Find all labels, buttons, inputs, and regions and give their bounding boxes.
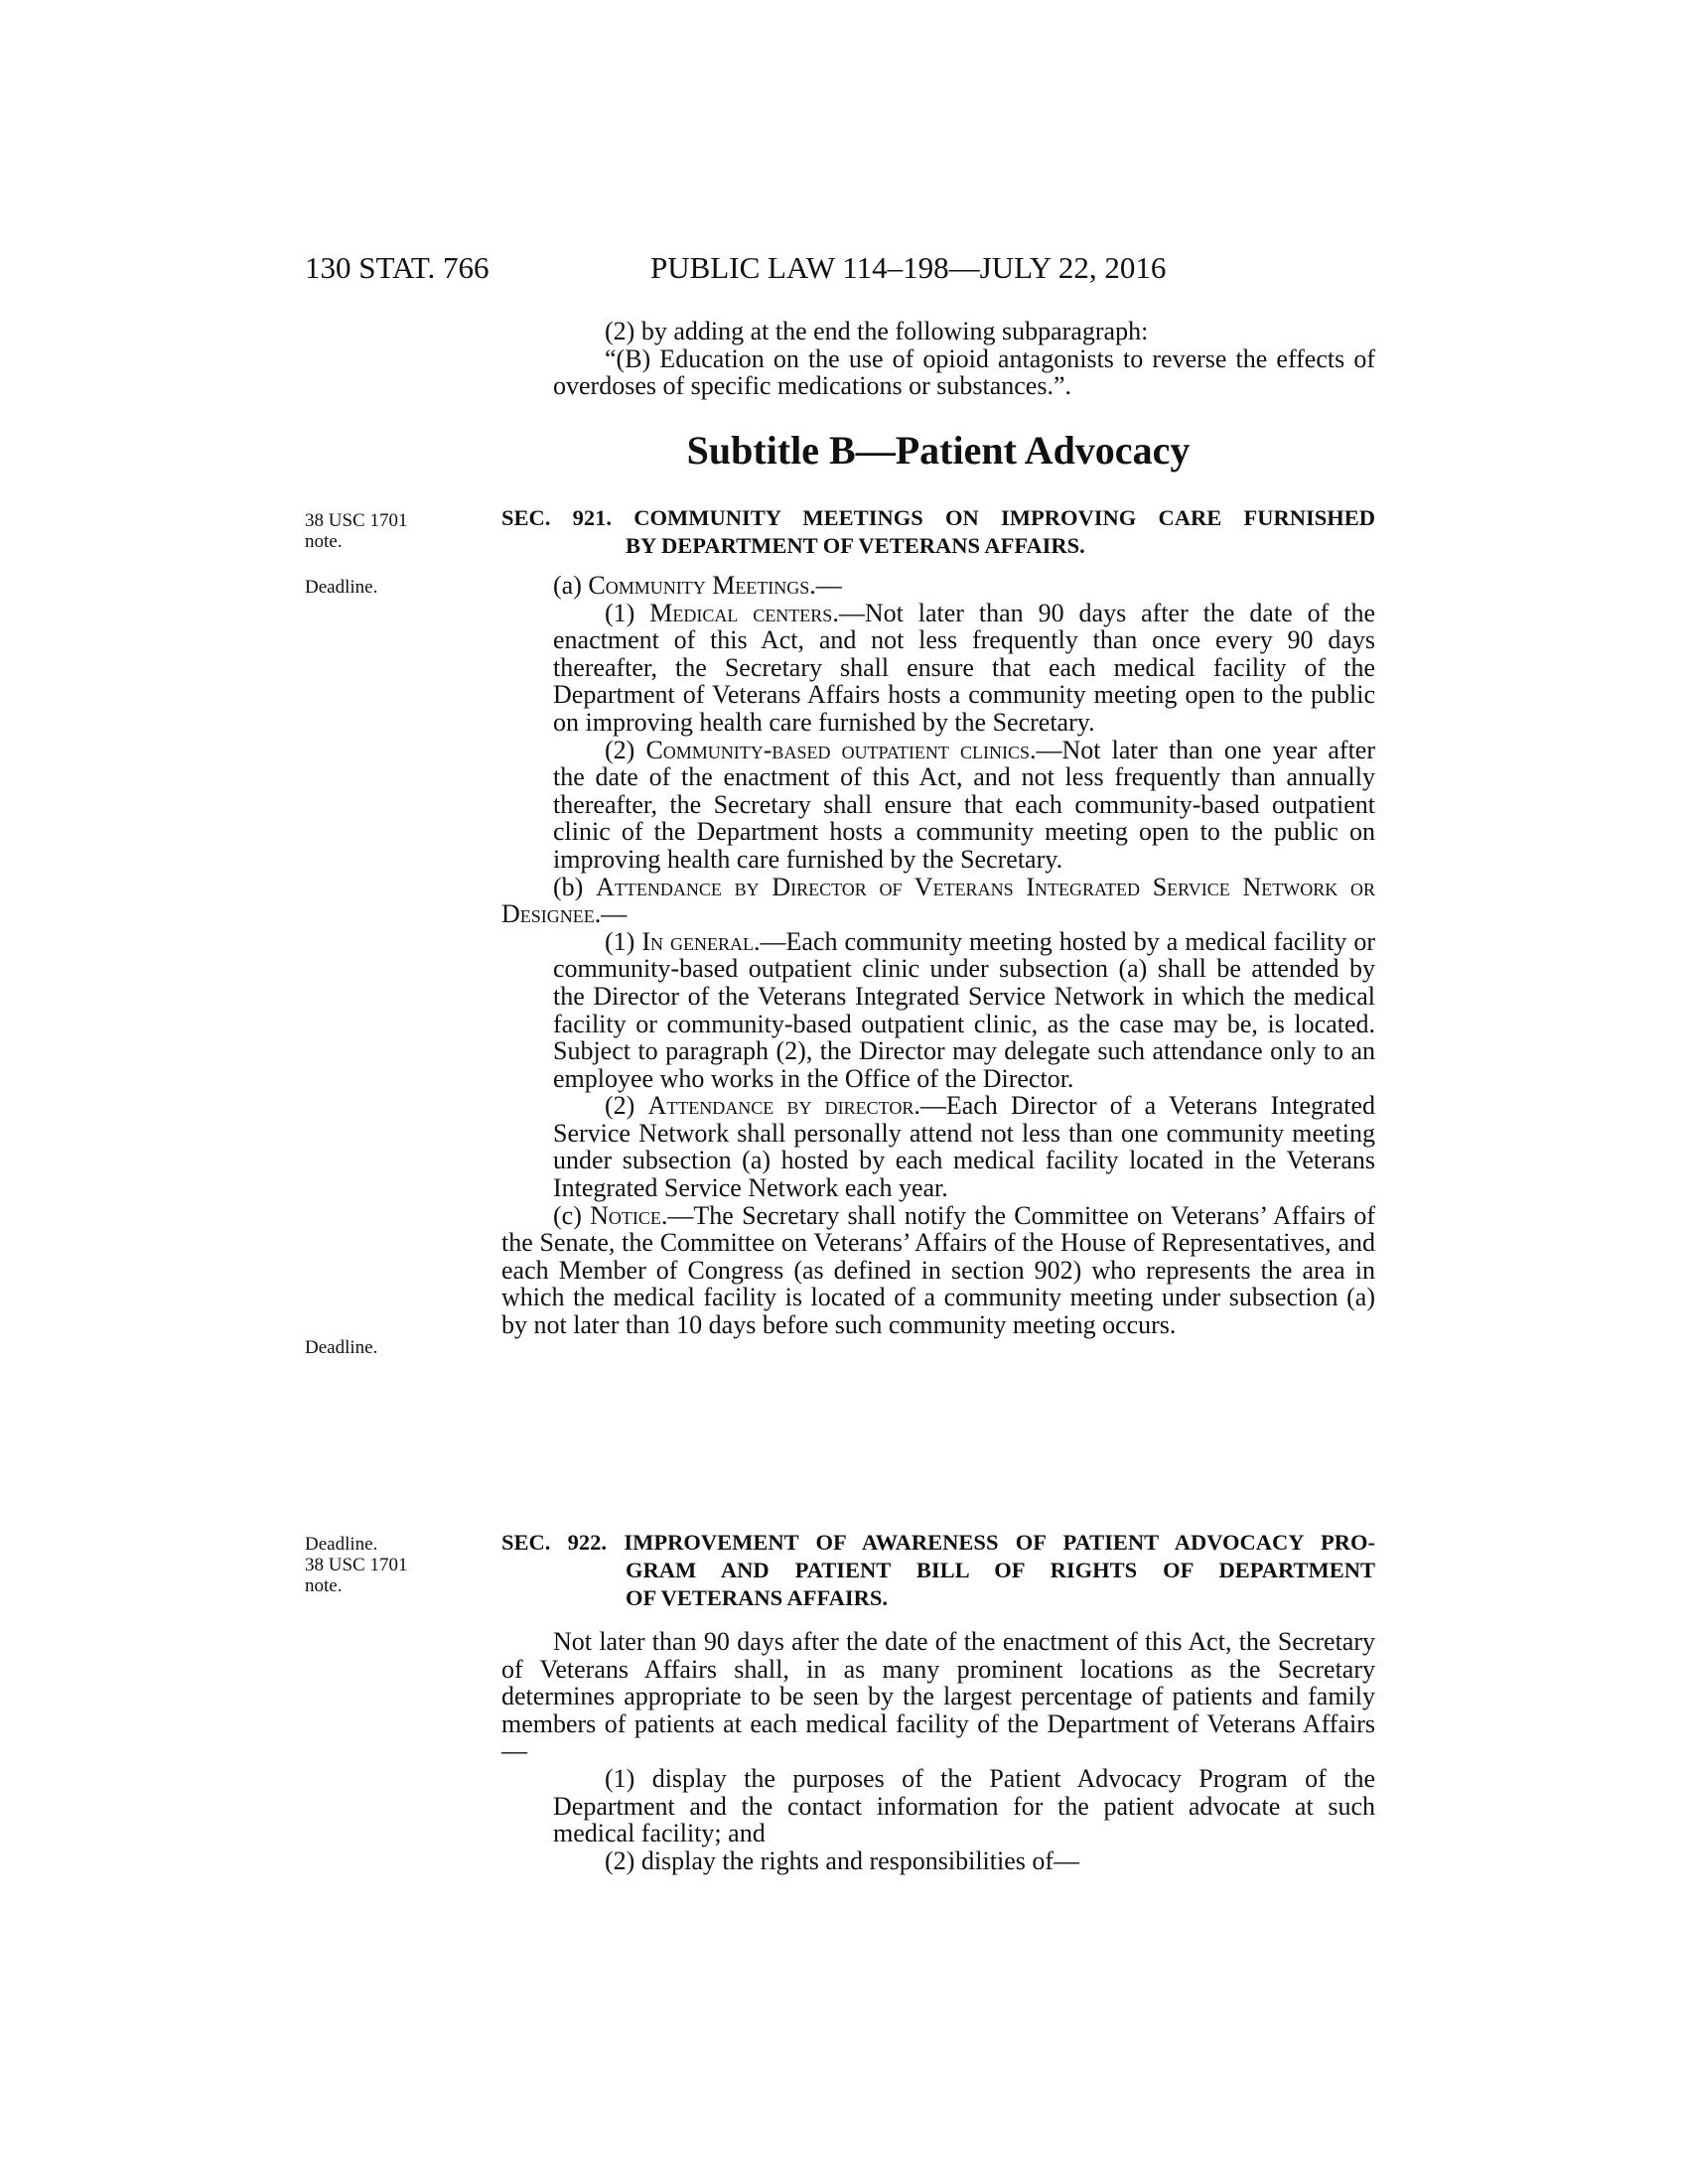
- margin-deadline-label: Deadline.: [305, 1534, 378, 1555]
- section-921-heading: [501, 504, 1375, 560]
- margin-note-deadline-2: Deadline.: [305, 1337, 378, 1358]
- paragraph-a1: (1) Medical centers.—Not later than 90 days after the date of the enactment of this Act, and not less frequently than once every 90 days thereafter, the Secretary shall ensure that each medical facility of the Department of Veterans Affairs hosts a community meeting open to the public on improving health care furnished by the Secretary.: [553, 598, 1375, 737]
- section-heading-line: GRAM AND PATIENT BILL OF RIGHTS OF DEPARTMENT: [626, 1558, 1375, 1582]
- margin-note-deadline-1: Deadline.: [305, 577, 378, 598]
- margin-note-label: note.: [305, 531, 343, 552]
- top-line-1: (2) by adding at the end the following subparagraph:: [605, 317, 1149, 345]
- section-heading-line: OF VETERANS AFFAIRS.: [626, 1585, 889, 1610]
- paragraph-a2: (2) Community-based outpatient clinics.—Not later than one year after the date of the enactment of this Act, and not less frequently than annually thereafter, the Secretary shall ensure that each community-based outpatient clinic of the Department hosts a community meeting open to the public on improving health care furnished by the Secretary.: [553, 735, 1375, 874]
- top-line-2: “(B) Education on the use of opioid antagonists to reverse the effects of overdoses of specific medications or substances.”.: [553, 343, 1375, 401]
- section-922-body: [501, 1628, 1375, 1874]
- section-heading-line: SEC. 921. COMMUNITY MEETINGS ON IMPROVING CARE FURNISHED: [501, 505, 1375, 530]
- paragraph-b2: (2) Attendance by director.—Each Director of a Veterans Integrated Service Network shall personally attend not less than one community meeting under subsection (a) hosted by each medical facility located in the Veterans Integrated Service Network each year.: [553, 1091, 1375, 1203]
- margin-note-deadline-usc-2: [305, 1534, 454, 1596]
- subsection-b-heading: (b) Attendance by Director of Veterans Integrated Service Network or Designee.—: [501, 872, 1375, 929]
- paragraph-922-2: (2) display the rights and responsibilities of—: [605, 1845, 1080, 1875]
- page-stat-citation: 130 STAT. 766: [305, 250, 490, 285]
- top-continuation-text: [501, 318, 1375, 400]
- section-heading-line: SEC. 922. IMPROVEMENT OF AWARENESS OF PATIENT ADVOCACY PRO-: [501, 1530, 1375, 1555]
- paragraph-b1: (1) In general.—Each community meeting hosted by a medical facility or community-based outpatient clinic under subsection (a) shall be attended by the Director of the Veterans Integrated Service Network in which the medical facility or community-based outpatient clinic, as the case may be, is located. Subject to paragraph (2), the Director may delegate such attendance only to an employee who works in the Office of the Director.: [553, 926, 1375, 1093]
- subsection-a-heading: (a) Community Meetings.—: [553, 571, 842, 600]
- margin-note-label: note.: [305, 1575, 343, 1596]
- margin-usc-citation: 38 USC 1701: [305, 1555, 408, 1575]
- section-922-heading: [501, 1529, 1375, 1612]
- paragraph-922-1: (1) display the purposes of the Patient Advocacy Program of the Department and the contact information for the patient advocate at such medical facility; and: [553, 1763, 1375, 1848]
- section-921-body: [501, 572, 1375, 1339]
- section-heading-line: BY DEPARTMENT OF VETERANS AFFAIRS.: [626, 533, 1085, 558]
- subsection-c: (c) Notice.—The Secretary shall notify the Committee on Veterans’ Affairs of the Senate, the Committee on Veterans’ Affairs of the House of Representatives, and each Member of Congress (as defined in section 902) who represents the area in which the medical facility is located of a community meeting under subsection (a) by not later than 10 days before such community meeting occurs.: [501, 1200, 1375, 1340]
- subtitle-heading: Subtitle B—Patient Advocacy: [686, 428, 1191, 473]
- page-header-title: PUBLIC LAW 114–198—JULY 22, 2016: [650, 250, 1167, 285]
- margin-note-usc-1: [305, 510, 454, 552]
- section-922-intro: Not later than 90 days after the date of the enactment of this Act, the Secretary of Veterans Affairs shall, in as many prominent locations as the Secretary determines appropriate to be seen by the largest percentage of patients and family members of patients at each medical facility of the Department of Veterans Affairs—: [501, 1627, 1375, 1766]
- margin-usc-citation: 38 USC 1701: [305, 510, 408, 531]
